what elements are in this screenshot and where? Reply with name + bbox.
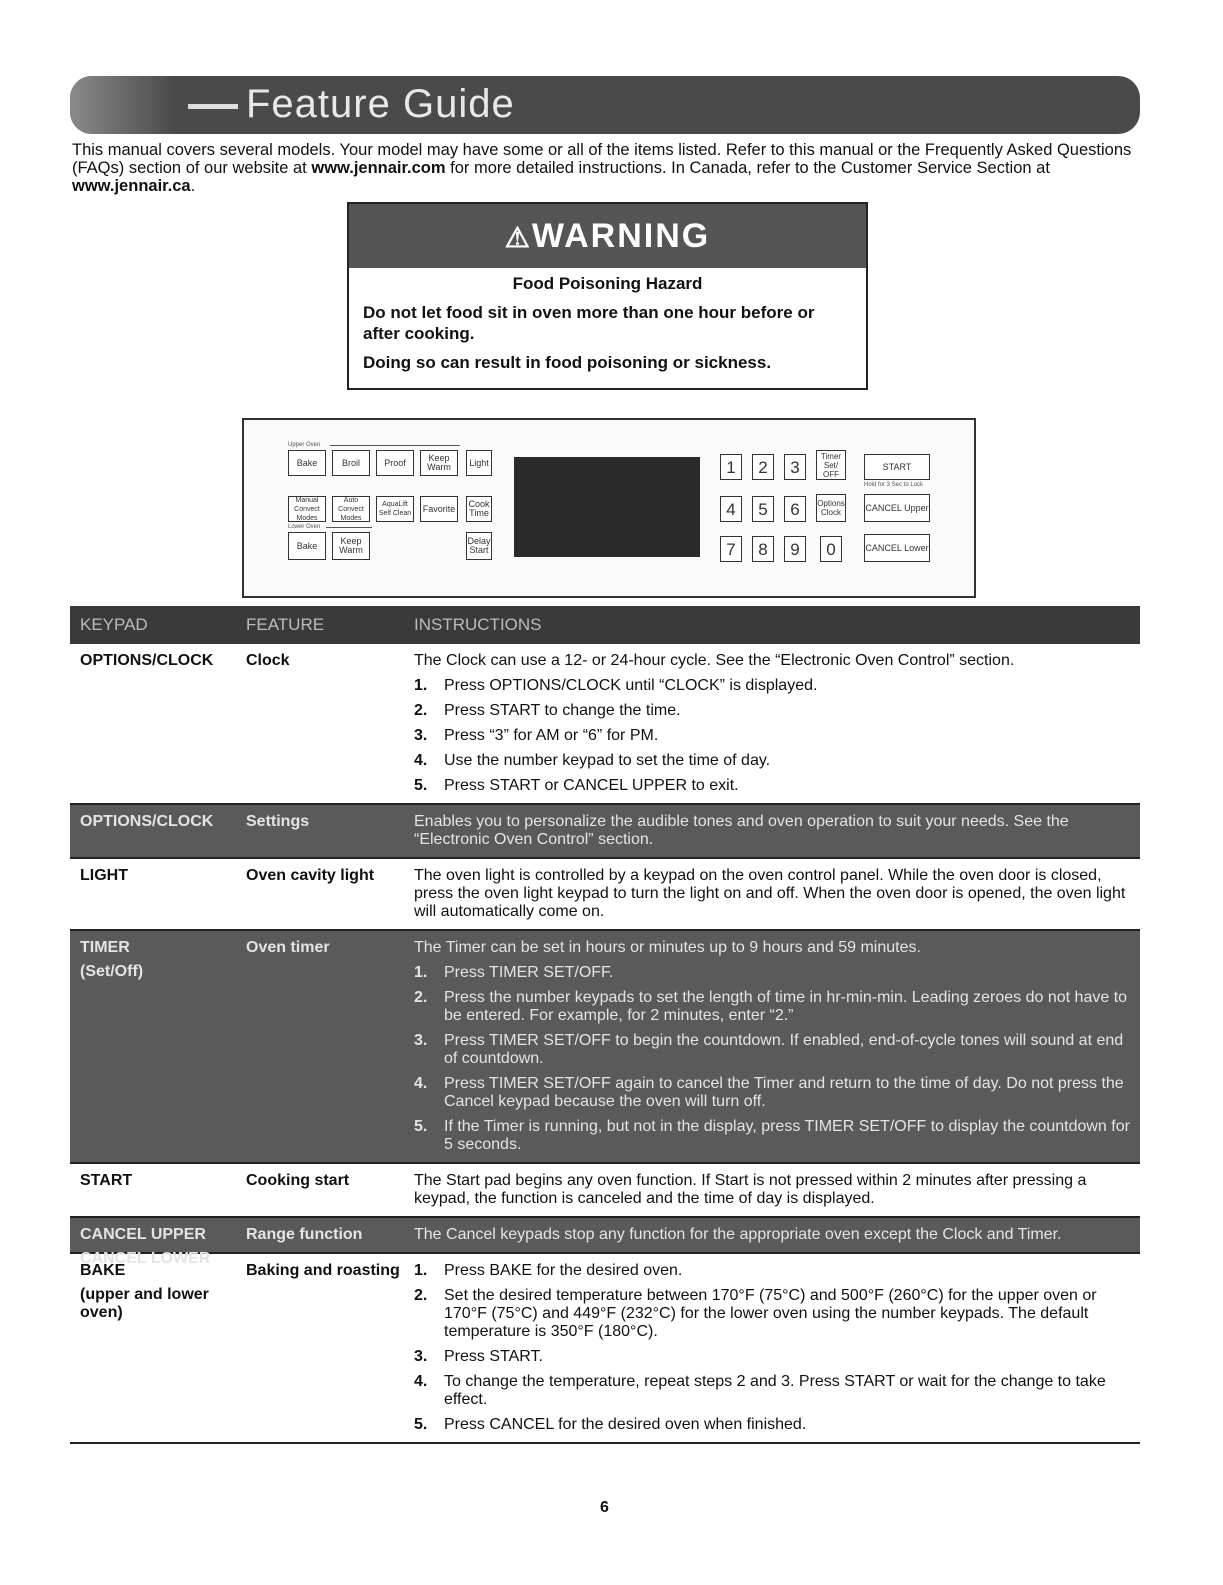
instructions-cell bbox=[414, 805, 1130, 857]
instruction-step bbox=[414, 1118, 1130, 1154]
options-clock-key[interactable]: Options Clock bbox=[816, 494, 846, 522]
table-row bbox=[70, 805, 1140, 859]
feature-cell: Cooking start bbox=[246, 1172, 350, 1189]
proof-key[interactable]: Proof bbox=[376, 450, 414, 476]
broil-key[interactable]: Broil bbox=[332, 450, 370, 476]
keypad-name: OPTIONS/CLOCK bbox=[80, 813, 214, 830]
number-key-5[interactable]: 5 bbox=[752, 496, 774, 522]
start-key[interactable]: START bbox=[864, 454, 930, 480]
keypad-name: BAKE bbox=[80, 1262, 126, 1279]
step-number: 2. bbox=[414, 702, 428, 719]
instruction-text: The Cancel keypads stop any function for the appropriate oven except the Clock and Timer. bbox=[414, 1226, 1062, 1243]
table-row bbox=[70, 859, 1140, 931]
intro-paragraph bbox=[72, 141, 1152, 195]
keypad-cell bbox=[80, 867, 240, 885]
keypad-name: START bbox=[80, 1172, 133, 1189]
instruction-step bbox=[414, 1348, 1130, 1366]
keypad-cell bbox=[80, 813, 240, 831]
cancel-upper-key[interactable]: CANCEL Upper bbox=[864, 494, 930, 522]
warning-header bbox=[349, 204, 866, 268]
step-text: Press START or CANCEL UPPER to exit. bbox=[444, 777, 739, 794]
feature-cell: Settings bbox=[246, 813, 310, 830]
instruction-step bbox=[414, 989, 1130, 1025]
step-number: 5. bbox=[414, 1118, 428, 1135]
step-number: 4. bbox=[414, 752, 428, 769]
table-row bbox=[70, 1164, 1140, 1218]
step-number: 3. bbox=[414, 1032, 428, 1049]
step-text: To change the temperature, repeat steps 2 and 3. Press START or wait for the change to take effect. bbox=[444, 1373, 1106, 1408]
instruction-step bbox=[414, 1032, 1130, 1068]
number-key-8[interactable]: 8 bbox=[752, 536, 774, 562]
lower-bake-key[interactable]: Bake bbox=[288, 532, 326, 560]
instruction-text: The Timer can be set in hours or minutes up to 9 hours and 59 minutes. bbox=[414, 939, 921, 956]
header-feature: FEATURE bbox=[246, 615, 325, 634]
step-number: 1. bbox=[414, 964, 428, 981]
lower-oven-label: Lower Oven bbox=[288, 524, 321, 530]
instruction-step bbox=[414, 677, 1130, 695]
number-key-7[interactable]: 7 bbox=[720, 536, 742, 562]
step-text: Set the desired temperature between 170°F (75°C) and 500°F (260°C) for the upper oven or 170°F (75°C) and 449°F (232°C) for the lower oven using the number keypads. The default temperature is 350°F (180°C). bbox=[444, 1287, 1097, 1340]
bake-key[interactable]: Bake bbox=[288, 450, 326, 476]
banner-dash bbox=[188, 104, 238, 109]
feature-cell: Range function bbox=[246, 1226, 363, 1243]
instructions-cell bbox=[414, 859, 1130, 929]
keypad-cell bbox=[80, 939, 240, 981]
instructions-cell bbox=[414, 1164, 1130, 1216]
step-number: 4. bbox=[414, 1075, 428, 1092]
keypad-cell bbox=[80, 1262, 240, 1322]
instruction-step bbox=[414, 752, 1130, 770]
intro-text: . bbox=[190, 177, 196, 195]
keypad-name-secondary: (upper and lower oven) bbox=[80, 1286, 209, 1321]
page-number: 6 bbox=[600, 1499, 609, 1516]
number-key-9[interactable]: 9 bbox=[784, 536, 806, 562]
intro-text: This manual covers several models. Your model may have some or all of the items listed. Refer to this manual or the Frequently Asked Questions (FAQs) section of our website at bbox=[72, 141, 1132, 177]
cancel-lower-key[interactable]: CANCEL Lower bbox=[864, 534, 930, 562]
instruction-text: The Start pad begins any oven function. If Start is not pressed within 2 minutes after pressing a keypad, the function is canceled and the time of day is displayed. bbox=[414, 1172, 1087, 1207]
keypad-name: CANCEL UPPER bbox=[80, 1226, 206, 1243]
step-text: Press TIMER SET/OFF to begin the countdown. If enabled, end-of-cycle tones will sound at end of countdown. bbox=[444, 1032, 1124, 1067]
hold-lock-label: Hold for 3 Sec to Lock bbox=[864, 482, 924, 488]
instruction-text: Enables you to personalize the audible tones and oven operation to suit your needs. See the “Electronic Oven Control” section. bbox=[414, 813, 1069, 848]
upper-oven-label: Upper Oven bbox=[288, 442, 321, 448]
step-number: 1. bbox=[414, 1262, 428, 1279]
step-text: Press OPTIONS/CLOCK until “CLOCK” is displayed. bbox=[444, 677, 818, 694]
instruction-step bbox=[414, 777, 1130, 795]
auto-convect-key[interactable]: Auto Convect Modes bbox=[332, 496, 370, 522]
keypad-cell bbox=[80, 652, 240, 670]
keypad-name-secondary: CANCEL LOWER bbox=[80, 1250, 211, 1267]
instruction-step bbox=[414, 702, 1130, 720]
aqualift-key[interactable]: AquaLift Self Clean bbox=[376, 496, 414, 522]
favorite-key[interactable]: Favorite bbox=[420, 496, 458, 522]
manual-convect-key[interactable]: Manual Convect Modes bbox=[288, 496, 326, 522]
step-number: 1. bbox=[414, 677, 428, 694]
instruction-text: The oven light is controlled by a keypad on the oven control panel. While the oven door is closed, press the oven light keypad to turn the light on and off. When the oven door is opened, the oven light will automatically come on. bbox=[414, 867, 1126, 920]
lower-keep-warm-key[interactable]: Keep Warm bbox=[332, 532, 370, 560]
step-text: Press CANCEL for the desired oven when finished. bbox=[444, 1416, 807, 1433]
control-panel-diagram bbox=[242, 418, 976, 598]
number-key-3[interactable]: 3 bbox=[784, 454, 806, 480]
step-text: Use the number keypad to set the time of day. bbox=[444, 752, 771, 769]
step-text: Press START. bbox=[444, 1348, 543, 1365]
step-number: 4. bbox=[414, 1373, 428, 1390]
number-key-4[interactable]: 4 bbox=[720, 496, 742, 522]
number-key-2[interactable]: 2 bbox=[752, 454, 774, 480]
banner-fade bbox=[70, 76, 175, 134]
table-header bbox=[70, 606, 1140, 644]
warning-text: Do not let food sit in oven more than one hour before or after cooking. bbox=[363, 303, 815, 343]
instruction-step bbox=[414, 1373, 1130, 1409]
instruction-step bbox=[414, 727, 1130, 745]
keypad-name: LIGHT bbox=[80, 867, 128, 884]
warning-triangle-icon: ⚠ bbox=[504, 222, 532, 253]
header-instructions: INSTRUCTIONS bbox=[414, 615, 542, 634]
instructions-cell bbox=[414, 1254, 1130, 1442]
step-number: 3. bbox=[414, 727, 428, 744]
step-text: Press START to change the time. bbox=[444, 702, 681, 719]
keep-warm-key[interactable]: Keep Warm bbox=[420, 450, 458, 476]
step-number: 2. bbox=[414, 989, 428, 1006]
step-number: 5. bbox=[414, 777, 428, 794]
intro-text: for more detailed instructions. In Canada, refer to the Customer Service Section at bbox=[445, 159, 1050, 177]
feature-table bbox=[70, 606, 1140, 1444]
warning-subtitle: Food Poisoning Hazard bbox=[512, 274, 703, 293]
step-number: 5. bbox=[414, 1416, 428, 1433]
section-banner bbox=[70, 76, 1140, 134]
step-text: If the Timer is running, but not in the display, press TIMER SET/OFF to display the countdown for 5 seconds. bbox=[444, 1118, 1130, 1153]
instructions-cell bbox=[414, 931, 1130, 1162]
step-number: 3. bbox=[414, 1348, 428, 1365]
timer-set-off-key[interactable]: Timer Set/ OFF bbox=[816, 450, 846, 480]
oven-display bbox=[514, 457, 700, 557]
keypad-name: OPTIONS/CLOCK bbox=[80, 652, 214, 669]
step-number: 2. bbox=[414, 1287, 428, 1304]
header-keypad: KEYPAD bbox=[80, 615, 148, 634]
step-text: Press TIMER SET/OFF. bbox=[444, 964, 614, 981]
keypad-name: TIMER bbox=[80, 939, 130, 956]
warning-title: WARNING bbox=[531, 217, 711, 255]
instruction-step bbox=[414, 1287, 1130, 1341]
number-key-6[interactable]: 6 bbox=[784, 496, 806, 522]
instructions-cell bbox=[414, 1218, 1130, 1252]
number-key-1[interactable]: 1 bbox=[720, 454, 742, 480]
canada-website-link[interactable]: www.jennair.ca bbox=[72, 177, 191, 195]
table-row bbox=[70, 1218, 1140, 1267]
feature-cell: Clock bbox=[246, 652, 290, 669]
keypad-name-secondary: (Set/Off) bbox=[80, 963, 144, 980]
feature-cell: Oven timer bbox=[246, 939, 330, 956]
instruction-step bbox=[414, 964, 1130, 982]
instruction-step bbox=[414, 1416, 1130, 1434]
cook-time-key[interactable]: Cook Time bbox=[466, 496, 492, 522]
keypad-cell bbox=[80, 1172, 240, 1190]
step-text: Press TIMER SET/OFF again to cancel the Timer and return to the time of day. Do not press the Cancel keypad because the oven will turn off. bbox=[444, 1075, 1124, 1110]
light-key[interactable]: Light bbox=[466, 450, 492, 476]
step-text: Press BAKE for the desired oven. bbox=[444, 1262, 683, 1279]
feature-cell: Oven cavity light bbox=[246, 867, 375, 884]
instruction-text: The Clock can use a 12- or 24-hour cycle. See the “Electronic Oven Control” section. bbox=[414, 652, 1015, 669]
table-row bbox=[70, 1254, 1140, 1444]
website-link[interactable]: www.jennair.com bbox=[311, 159, 446, 177]
table-row bbox=[70, 931, 1140, 1164]
instruction-step bbox=[414, 1262, 1130, 1280]
delay-start-key[interactable]: Delay Start bbox=[466, 532, 492, 560]
step-text: Press “3” for AM or “6” for PM. bbox=[444, 727, 659, 744]
number-key-0[interactable]: 0 bbox=[820, 536, 842, 562]
warning-text: Doing so can result in food poisoning or sickness. bbox=[363, 353, 772, 372]
step-text: Press the number keypads to set the length of time in hr-min-min. Leading zeroes do not have to be entered. For example, for 2 minutes, enter “2.” bbox=[444, 989, 1128, 1024]
feature-cell: Baking and roasting bbox=[246, 1262, 400, 1279]
instructions-cell bbox=[414, 644, 1130, 803]
warning-box bbox=[347, 202, 868, 390]
instruction-step bbox=[414, 1075, 1130, 1111]
table-row bbox=[70, 644, 1140, 805]
page-title: Feature Guide bbox=[246, 82, 515, 126]
